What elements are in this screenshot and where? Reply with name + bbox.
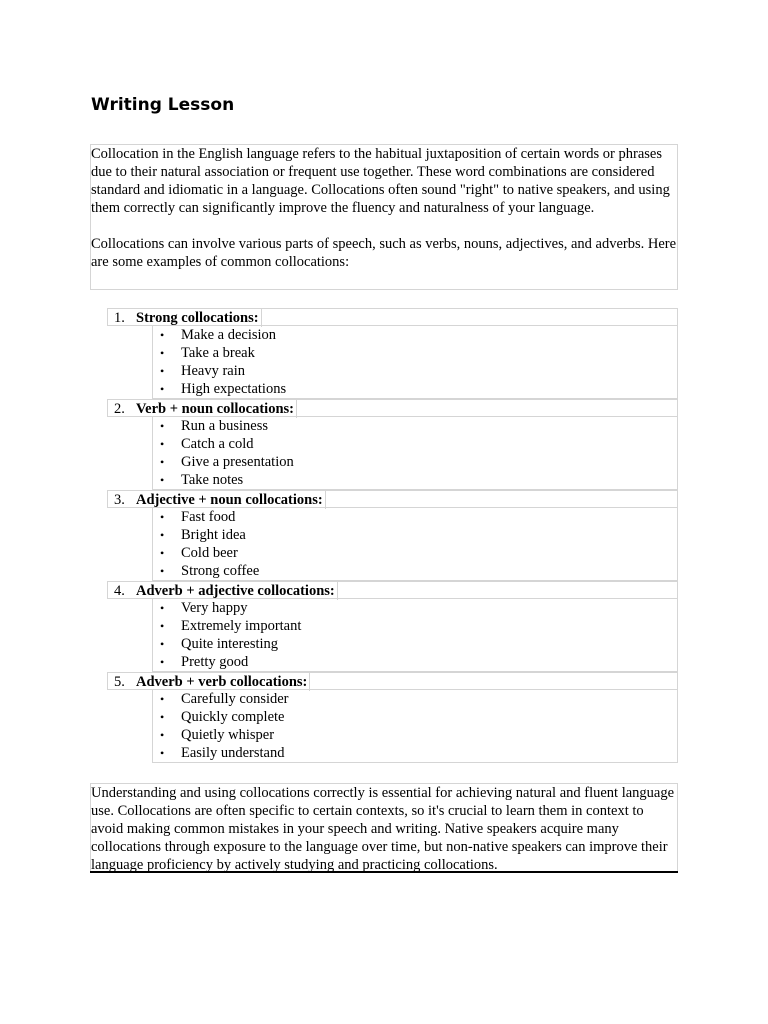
list-number: 3. [114,492,125,508]
list-item: • Extremely important [160,618,302,634]
bullet-icon: • [160,473,165,487]
bullet-icon: • [160,328,165,342]
bullet-icon: • [160,346,165,360]
list-number: 2. [114,401,125,417]
bullet-icon: • [160,601,165,615]
outro-text-box[interactable] [90,783,678,873]
bullet-icon: • [160,437,165,451]
list-item: • Make a decision [160,327,277,343]
collocation-list [107,308,678,763]
bullet-icon: • [160,528,165,542]
list-item: • Quietly whisper [160,727,275,743]
double-rule-divider [90,871,678,873]
bullet-icon: • [160,382,165,396]
list-heading-row[interactable] [107,399,678,417]
list-heading: Adjective + noun collocations: [136,491,326,509]
list-heading: Verb + noun collocations: [136,400,297,418]
list-item: • Carefully consider [160,691,289,707]
list-heading-row[interactable] [107,581,678,599]
bullet-list [152,326,678,399]
bullet-list [152,599,678,672]
intro-text-box[interactable] [90,144,678,290]
bullet-list [152,690,678,763]
list-item: • Fast food [160,509,236,525]
list-item: • Take notes [160,472,244,488]
bullet-icon: • [160,728,165,742]
bullet-list [152,508,678,581]
bullet-icon: • [160,546,165,560]
list-item: • Heavy rain [160,363,246,379]
list-item: • Cold beer [160,545,238,561]
bullet-icon: • [160,510,165,524]
bullet-icon: • [160,637,165,651]
bullet-icon: • [160,564,165,578]
list-heading-row[interactable] [107,672,678,690]
bullet-icon: • [160,364,165,378]
intro-paragraph-1: Collocation in the English language refers to the habitual juxtaposition of certain words or phrases due to their natural association or frequent use together. These word combinations are considered standard and idiomatic in a language. Collocations often sound "right" to native speakers, and using them correctly can significantly improve the fluency and naturalness of your language. [91,146,670,216]
list-item: • Bright idea [160,527,246,543]
list-item: • Catch a cold [160,436,254,452]
list-heading-row[interactable] [107,490,678,508]
bullet-icon: • [160,655,165,669]
bullet-icon: • [160,619,165,633]
list-item: • Quite interesting [160,636,279,652]
list-item: • Pretty good [160,654,249,670]
list-item: • Give a presentation [160,454,294,470]
list-item: • Run a business [160,418,268,434]
outro-paragraph: Understanding and using collocations correctly is essential for achieving natural and fluent language use. Collocations are often specific to certain contexts, so it's crucial to learn them in context to avoid making common mistakes in your speech and writing. Native speakers acquire many collocations through exposure to the language over time, but non-native speakers can improve their language proficiency by actively studying and practicing collocations. [91,785,675,873]
bullet-icon: • [160,455,165,469]
bullet-list [152,417,678,490]
list-item: • Very happy [160,600,248,616]
intro-paragraph-2: Collocations can involve various parts of speech, such as verbs, nouns, adjectives, and adverbs. Here are some examples of common collocations: [91,236,677,270]
bullet-icon: • [160,419,165,433]
list-number: 1. [114,310,125,326]
list-number: 4. [114,583,125,599]
list-item: • High expectations [160,381,287,397]
list-heading: Adverb + adjective collocations: [136,582,338,600]
page-title: Writing Lesson [91,95,235,115]
list-heading: Strong collocations: [136,309,262,327]
list-heading-row[interactable] [107,308,678,326]
bullet-icon: • [160,692,165,706]
list-item: • Strong coffee [160,563,260,579]
list-item: • Easily understand [160,745,285,761]
bullet-icon: • [160,746,165,760]
list-number: 5. [114,674,125,690]
bullet-icon: • [160,710,165,724]
list-item: • Quickly complete [160,709,285,725]
list-item: • Take a break [160,345,255,361]
list-heading: Adverb + verb collocations: [136,673,310,691]
